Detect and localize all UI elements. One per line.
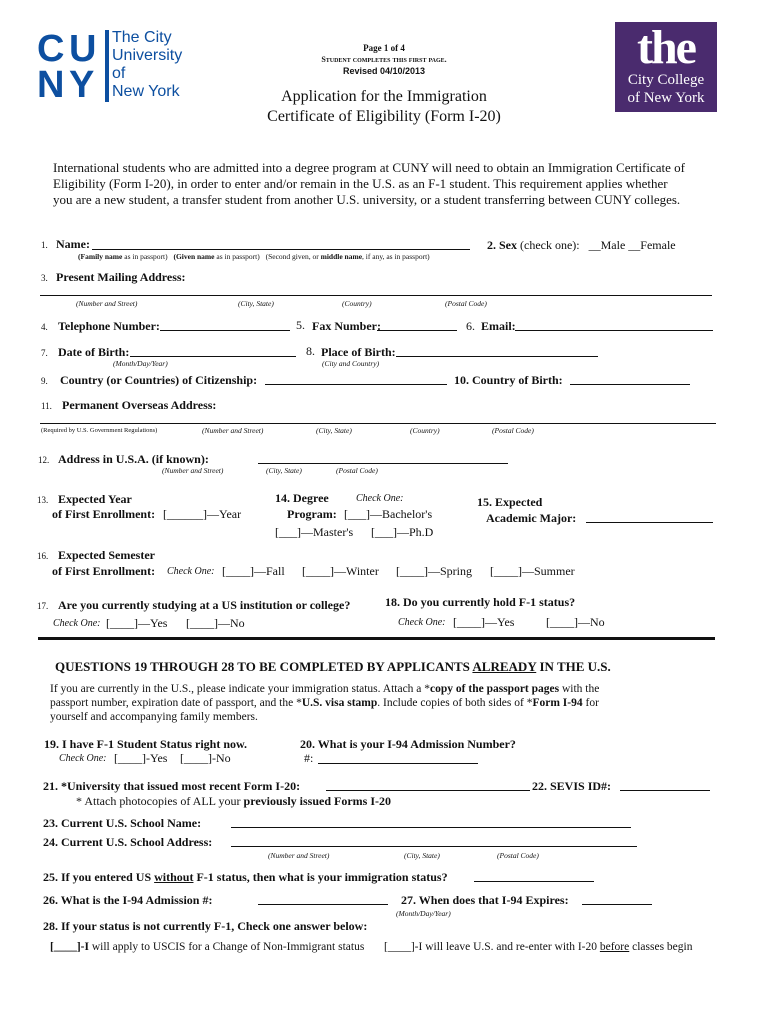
email-field[interactable] [515, 330, 713, 331]
telephone-field[interactable] [160, 330, 290, 331]
sex-male-option[interactable]: __Male [588, 238, 626, 252]
leave-and-reenter-option[interactable]: [____]-I will leave U.S. and re-enter with I-20 before classes begin [384, 941, 693, 953]
degree-phd-option[interactable]: [___]—Ph.D [371, 525, 434, 539]
degree-bachelor-option[interactable]: [___]—Bachelor's [344, 507, 433, 521]
attach-i20-note: * Attach photocopies of ALL your previously issued Forms I-20 [76, 794, 391, 808]
section-intro-line-1: If you are currently in the U.S., please indicate your immigration status. Attach a *copy of the passport pages with the [50, 683, 600, 695]
intro-line-3: you are a new student, a transfer student from another U.S. university, or a student transferring between CUNY colleges. [53, 192, 681, 207]
f1-status-no-option[interactable]: [____]—No [546, 615, 605, 629]
mailing-address-label: Present Mailing Address: [56, 270, 186, 284]
intro-line-2: Eligibility (Form I-20), in order to enter and/or remain in the U.S. as an F-1 student. This requirement applies whether [53, 176, 668, 191]
form-title-line1: Application for the Immigration [281, 88, 487, 105]
intro-line-1: International students who are admitted into a degree program at CUNY will need to obtain an Immigration Certificate of [53, 160, 685, 175]
cuny-logo-name: The City University of New York [112, 29, 183, 100]
first-enrollment-year-field[interactable]: [______]—Year [163, 507, 242, 521]
sex-female-option[interactable]: __Female [628, 238, 676, 252]
name-hint: (Family name as in passport) (Given name as in passport) (Second given, or middle name, if any, as in passport) [78, 252, 430, 261]
student-completes-note: Student completes this first page. [321, 55, 447, 64]
f1-status-yes-option[interactable]: [____]—Yes [453, 615, 515, 629]
place-of-birth-field[interactable] [396, 356, 598, 357]
change-of-status-option[interactable]: [____]-I will apply to USCIS for a Change of Non-Immigrant status [50, 941, 365, 953]
sex-question: 2. Sex (check one): __Male __Female [487, 238, 676, 252]
f1-now-yes-option[interactable]: [____]-Yes [114, 751, 168, 765]
dob-field[interactable] [130, 356, 296, 357]
overseas-address-label: Permanent Overseas Address: [62, 398, 217, 412]
academic-major-field[interactable] [586, 522, 713, 523]
currently-studying-yes-option[interactable]: [____]—Yes [106, 616, 168, 630]
section-divider [38, 637, 715, 640]
page-number: Page 1 of 4 [363, 43, 405, 53]
semester-summer-option[interactable]: [____]—Summer [490, 564, 575, 578]
country-of-birth-field[interactable] [570, 384, 690, 385]
i94-admission-number-field[interactable] [318, 763, 478, 764]
citizenship-field[interactable] [265, 384, 447, 385]
form-title-line2: Certificate of Eligibility (Form I-20) [267, 108, 501, 125]
semester-winter-option[interactable]: [____]—Winter [302, 564, 379, 578]
current-school-name-field[interactable] [231, 827, 631, 828]
university-issued-i20-field[interactable] [326, 790, 530, 791]
revised-date: Revised 04/10/2013 [342, 66, 426, 76]
immigration-status-field[interactable] [474, 881, 594, 882]
ccny-logo: the City College of New York [615, 22, 717, 112]
overseas-address-field[interactable] [40, 423, 716, 424]
cuny-logo: C U N Y [37, 28, 99, 106]
name-label: Name: [56, 237, 90, 251]
name-field[interactable] [92, 249, 470, 250]
semester-spring-option[interactable]: [____]—Spring [396, 564, 472, 578]
fax-field[interactable] [377, 330, 457, 331]
i94-expires-field[interactable] [582, 904, 652, 905]
section-intro-line-3: yourself and accompanying family members. [50, 711, 258, 723]
i94-admission-field[interactable] [258, 904, 388, 905]
section-heading: QUESTIONS 19 THROUGH 28 TO BE COMPLETED BY APPLICANTS ALREADY IN THE U.S. [55, 659, 611, 674]
degree-master-option[interactable]: [___]—Master's [275, 525, 354, 539]
current-school-address-field[interactable] [231, 846, 637, 847]
f1-now-no-option[interactable]: [____]-No [180, 751, 231, 765]
currently-studying-no-option[interactable]: [____]—No [186, 616, 245, 630]
section-intro-line-2: passport number, expiration date of passport, and the *U.S. visa stamp. Include copies of both sides of *Form I-94 for [50, 697, 599, 709]
immigration-status-question: 25. If you entered US without F-1 status, then what is your immigration status? [43, 870, 448, 884]
semester-fall-option[interactable]: [____]—Fall [222, 564, 285, 578]
us-address-field[interactable] [258, 463, 508, 464]
sevis-id-field[interactable] [620, 790, 710, 791]
mailing-address-field[interactable] [40, 295, 712, 296]
